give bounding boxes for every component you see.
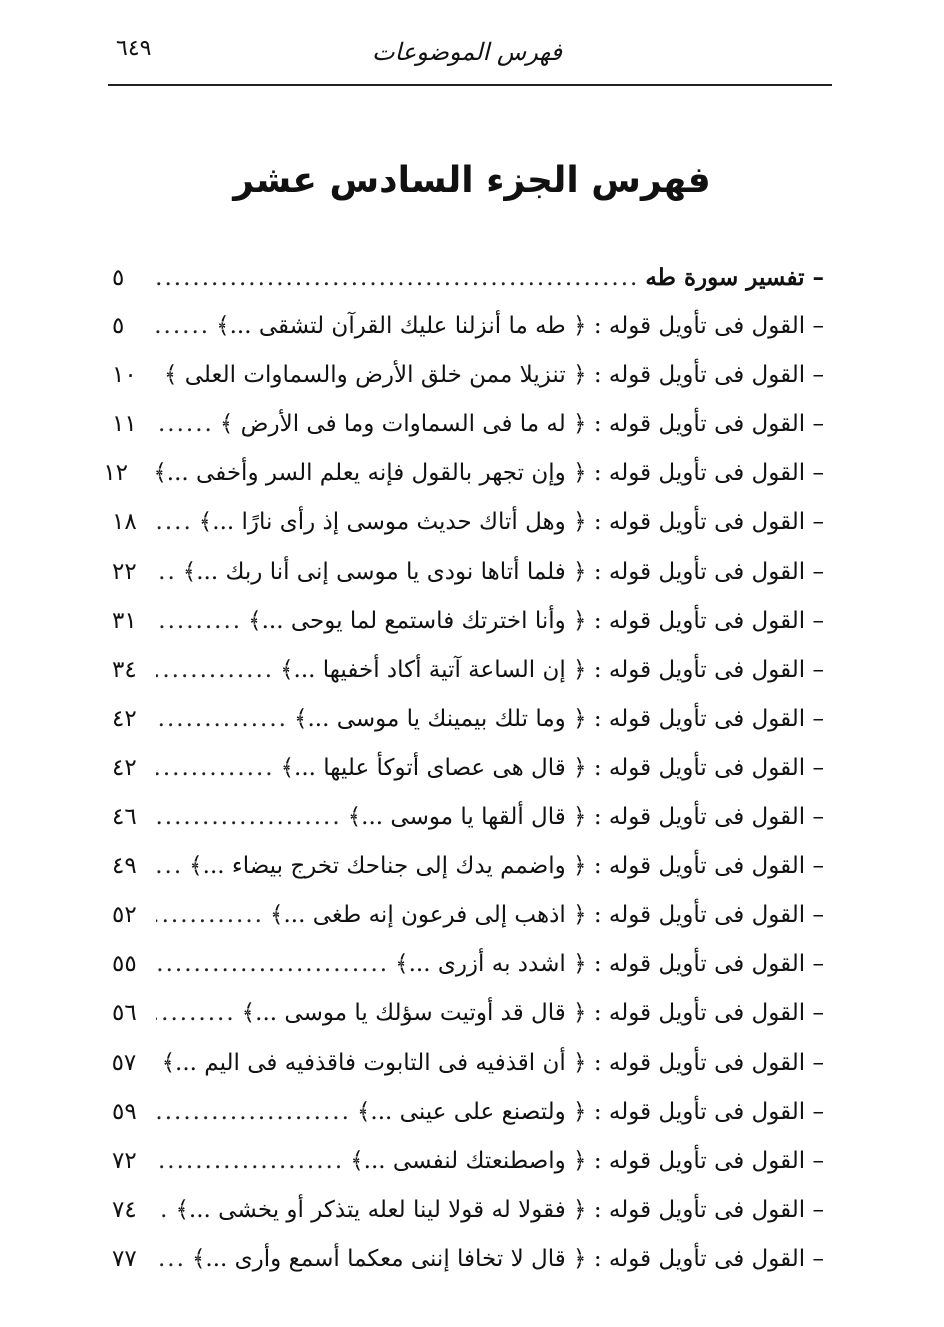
dot-leader (156, 1000, 236, 1026)
toc-entry-text: – القول فى تأويل قوله : ﴿ قال ألقها يا موسى ...﴾ (347, 804, 824, 831)
toc-entry (112, 706, 824, 755)
toc-entry-page: ١٠ (112, 362, 137, 389)
toc-entry-page: ٤٢ (112, 754, 137, 781)
toc-entry (112, 902, 824, 951)
page-header (108, 30, 832, 86)
toc-entry (112, 264, 824, 313)
dot-leader (156, 804, 342, 830)
dot-leader (156, 951, 389, 977)
toc-entry-text: – تفسير سورة طه (645, 264, 824, 291)
toc-entry-page: ١١ (112, 411, 137, 438)
page-number: ٦٤٩ (116, 36, 152, 61)
toc-entry-page: ٤٦ (112, 804, 137, 831)
toc-entry-text: – القول فى تأويل قوله : ﴿ اشدد به أزرى ...﴾ (395, 951, 824, 978)
dot-leader (156, 755, 275, 781)
toc-entry-text: – القول فى تأويل قوله : ﴿ تنزيلا ممن خلق الأرض والسماوات العلى ﴾ (163, 362, 824, 389)
toc-entry (112, 657, 824, 706)
toc-entry-page: ٤٢ (112, 705, 137, 732)
toc-entry-page: ٢٢ (112, 558, 137, 585)
toc-entry-page: ١٢ (103, 460, 129, 487)
toc-entry (112, 411, 824, 460)
toc-entry-text: – القول فى تأويل قوله : ﴿ فقولا له قولا لينا لعله يتذكر أو يخشى ...﴾ (175, 1196, 824, 1223)
toc-entry-page: ٥٩ (112, 1098, 137, 1125)
toc-entry-page: ٧٢ (112, 1147, 137, 1174)
toc-entry-text: – القول فى تأويل قوله : ﴿ وما تلك بيمينك يا موسى ...﴾ (294, 705, 824, 732)
toc-entry (112, 559, 824, 608)
table-of-contents (103, 264, 824, 1295)
dot-leader (156, 902, 264, 928)
toc-entry-text: – القول فى تأويل قوله : ﴿ طه ما أنزلنا عليك القرآن لتشقى ...﴾ (216, 313, 824, 340)
toc-entry-page: ٥٥ (112, 951, 137, 978)
toc-entry-text: – القول فى تأويل قوله : ﴿ اذهب إلى فرعون إنه طغى ...﴾ (270, 902, 824, 929)
toc-entry-text: – القول فى تأويل قوله : ﴿ أن اقذفيه فى التابوت فاقذفيه فى اليم ...﴾ (161, 1049, 824, 1076)
toc-entry-text: – القول فى تأويل قوله : ﴿ إن الساعة آتية أكاد أخفيها ...﴾ (280, 656, 824, 683)
toc-entry (112, 1148, 824, 1197)
toc-entry-page: ٣١ (112, 607, 137, 634)
toc-entry (112, 1099, 824, 1148)
toc-entry-text: – القول فى تأويل قوله : ﴿ فلما أتاها نودى يا موسى إنى أنا ربك ...﴾ (182, 558, 824, 585)
toc-entry-text: – القول فى تأويل قوله : ﴿ واصطنعتك لنفسى ...﴾ (350, 1147, 824, 1174)
toc-entry (112, 362, 824, 411)
toc-entry-page: ٥٧ (111, 1049, 137, 1076)
dot-leader (156, 362, 158, 388)
dot-leader (156, 1148, 344, 1174)
toc-entry (112, 1050, 824, 1099)
toc-entry (112, 1000, 824, 1049)
dot-leader (156, 1197, 169, 1223)
toc-entry-page: ١٨ (112, 509, 137, 536)
dot-leader (156, 265, 639, 291)
toc-entry-page: ٥٦ (112, 1000, 137, 1027)
toc-entry (112, 608, 824, 657)
toc-entry-text: – القول فى تأويل قوله : ﴿ له ما فى السماوات وما فى الأرض ﴾ (219, 411, 824, 438)
toc-entry-text: – القول فى تأويل قوله : ﴿ وأنا اخترتك فاستمع لما يوحى ...﴾ (248, 607, 824, 634)
dot-leader (156, 313, 210, 339)
dot-leader (156, 559, 177, 585)
running-title: فهرس الموضوعات (372, 38, 562, 66)
toc-entry-text: – القول فى تأويل قوله : ﴿ قال قد أوتيت سؤلك يا موسى ...﴾ (241, 1000, 824, 1027)
toc-entry-page: ٤٩ (112, 853, 137, 880)
dot-leader (156, 853, 183, 879)
dot-leader (156, 608, 242, 634)
toc-entry (112, 951, 824, 1000)
toc-entry-text: – القول فى تأويل قوله : ﴿ وإن تجهر بالقول فإنه يعلم السر وأخفى ...﴾ (153, 460, 824, 487)
toc-entry-text: – القول فى تأويل قوله : ﴿ واضمم يدك إلى جناحك تخرج بيضاء ...﴾ (189, 853, 824, 880)
toc-entry-page: ٧٤ (112, 1196, 137, 1223)
toc-entry-page: ٥٢ (112, 902, 137, 929)
dot-leader (156, 509, 193, 535)
toc-entry (112, 853, 824, 902)
toc-entry-page: ٧٧ (112, 1245, 137, 1272)
toc-entry (112, 313, 824, 362)
toc-entry-page: ٥ (112, 265, 125, 291)
toc-entry-text: – القول فى تأويل قوله : ﴿ قال هى عصاى أتوكأ عليها ...﴾ (280, 754, 824, 781)
toc-entry-text: – القول فى تأويل قوله : ﴿ وهل أتاك حديث موسى إذ رأى نارًا ...﴾ (198, 509, 824, 536)
dot-leader (156, 706, 288, 732)
toc-entry-page: ٥ (112, 313, 125, 340)
toc-entry-text: – القول فى تأويل قوله : ﴿ ولتصنع على عينى ...﴾ (356, 1098, 824, 1125)
index-title: فهرس الجزء السادس عشر (233, 160, 711, 201)
toc-entry-page: ٣٤ (112, 656, 137, 683)
toc-entry (112, 804, 824, 853)
toc-entry (112, 755, 824, 804)
toc-entry (112, 509, 824, 558)
toc-entry (112, 1197, 824, 1246)
dot-leader (156, 1246, 186, 1272)
dot-leader (156, 411, 214, 437)
dot-leader (156, 657, 274, 683)
dot-leader (156, 1099, 351, 1125)
toc-entry (103, 460, 824, 509)
toc-entry (112, 1246, 824, 1295)
toc-entry-text: – القول فى تأويل قوله : ﴿ قال لا تخافا إننى معكما أسمع وأرى ...﴾ (191, 1245, 824, 1272)
